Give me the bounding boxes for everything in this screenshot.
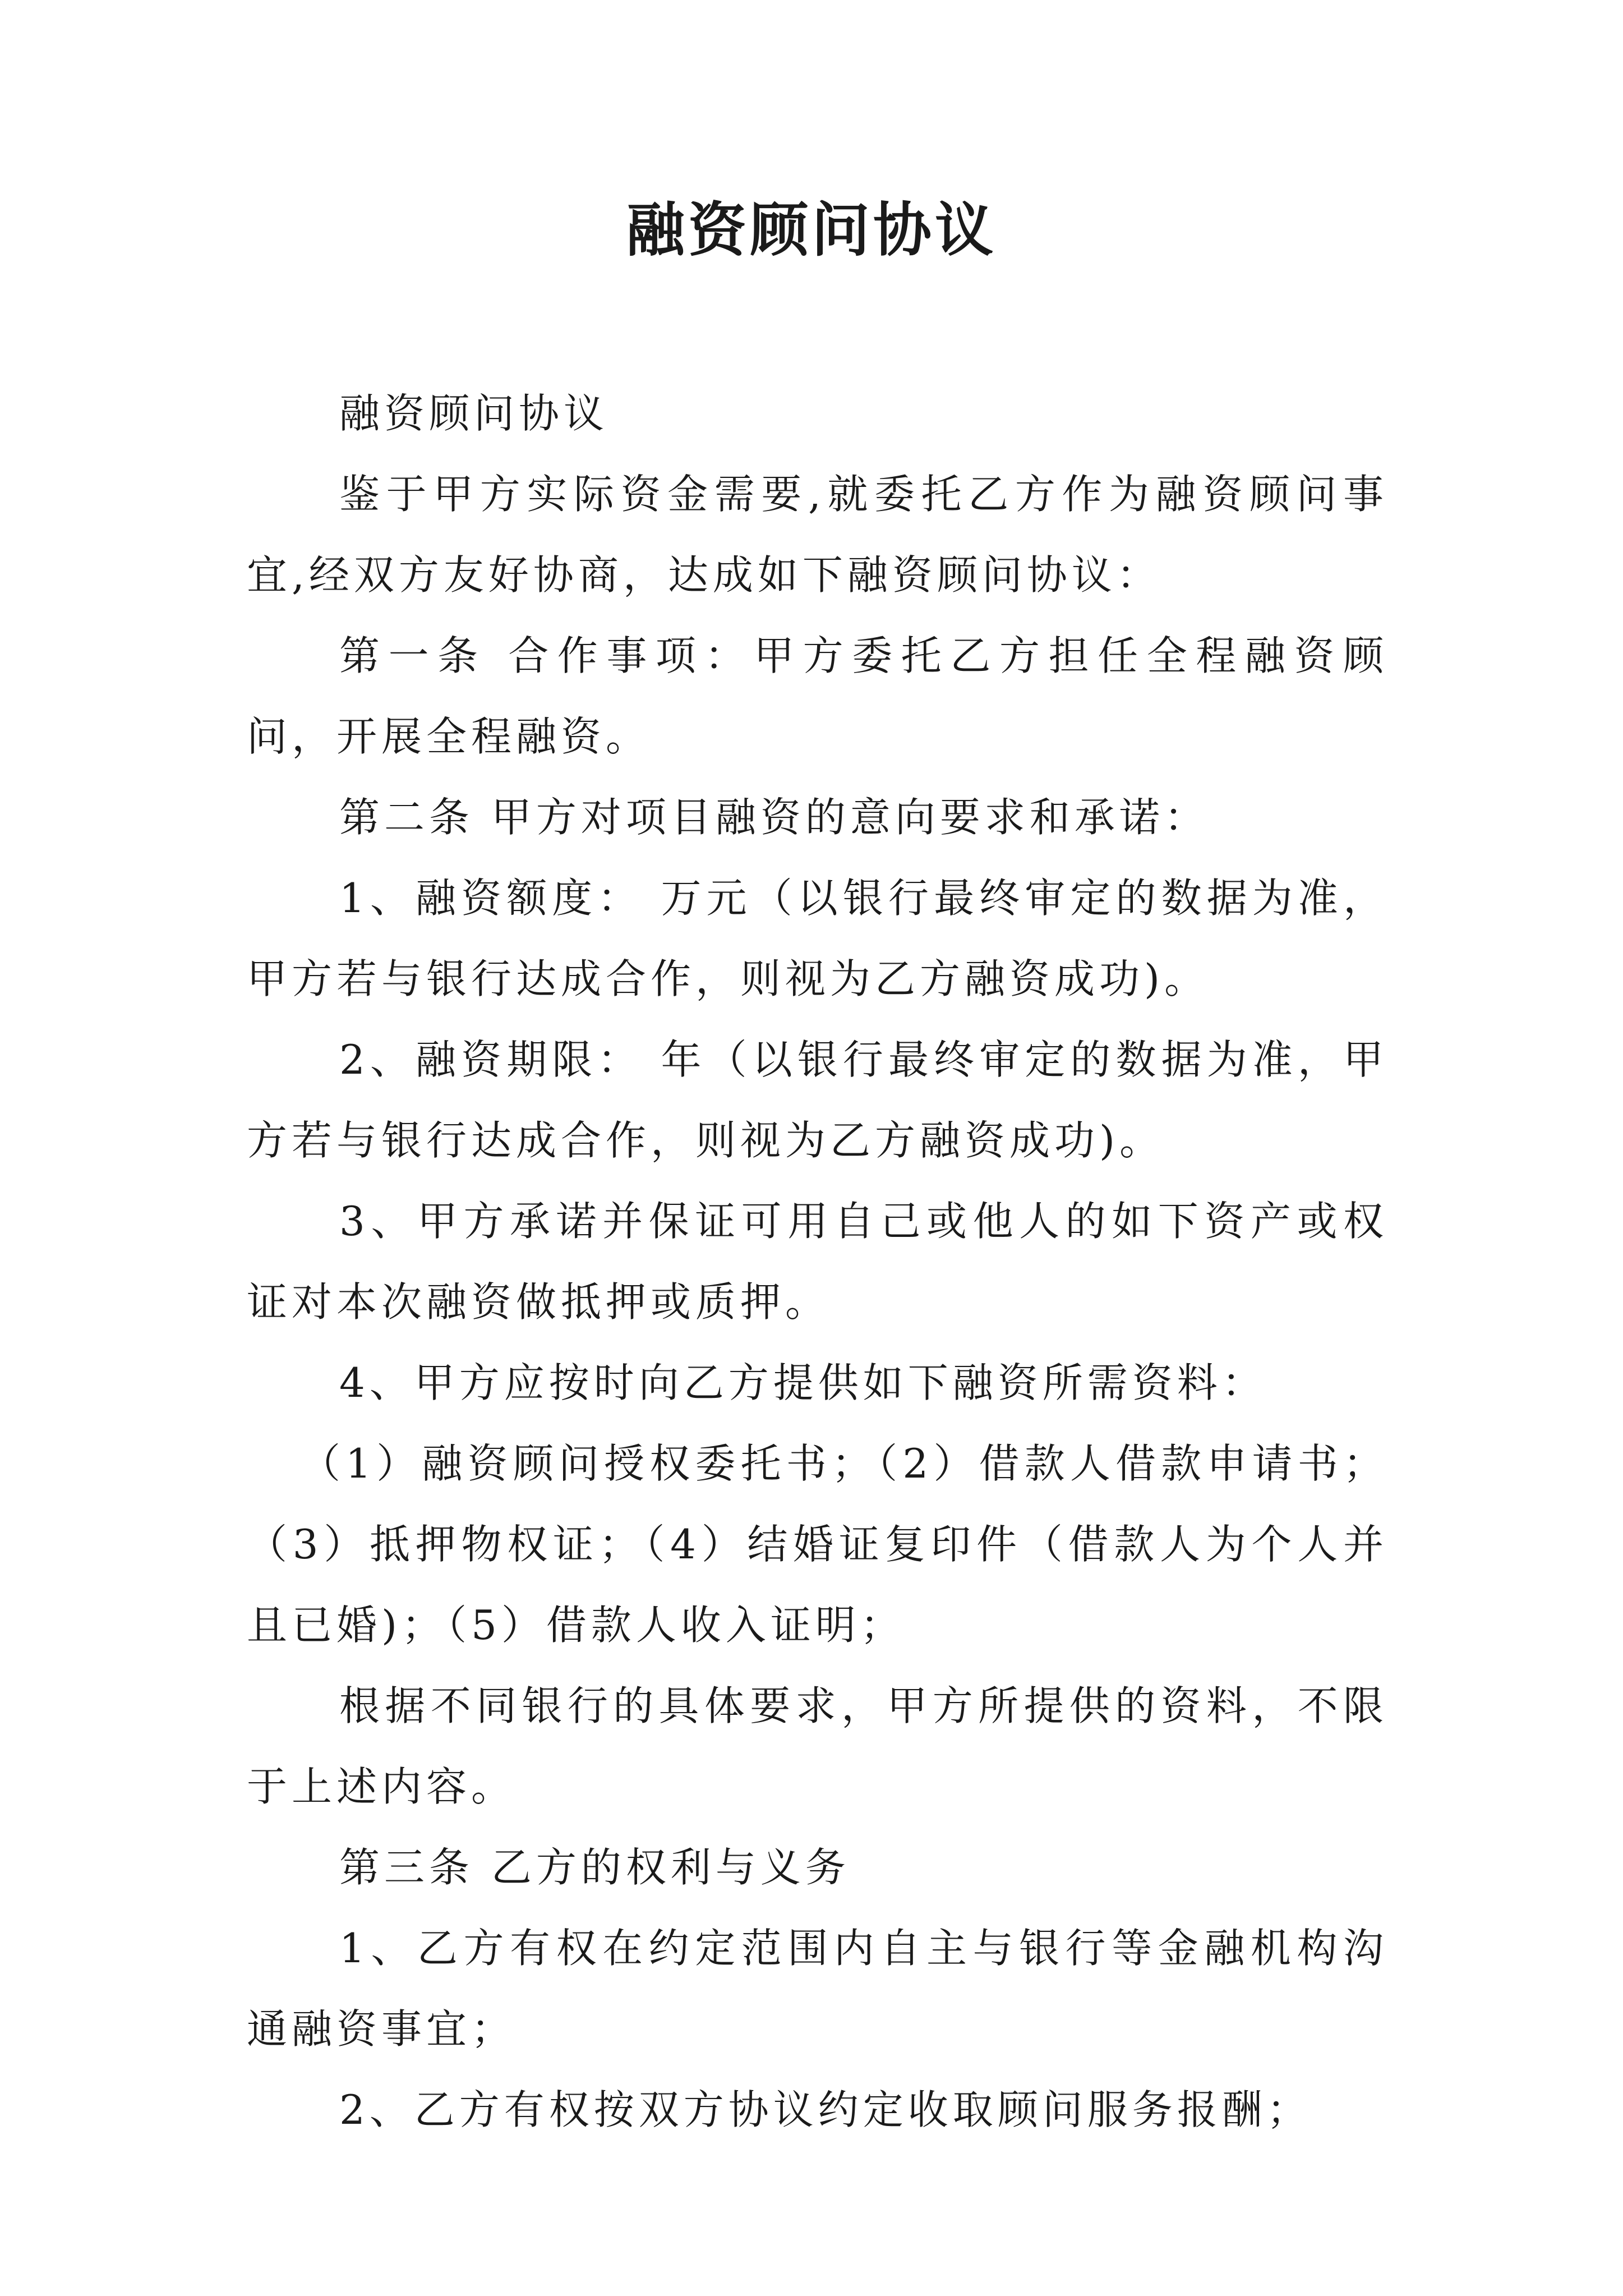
paragraph-article-3-item-1: 1、乙方有权在约定范围内自主与银行等金融机构沟通融资事宜；: [247, 1925, 1388, 2053]
paragraph-article-2: 第二条 甲方对项目融资的意向要求和承诺：: [339, 794, 1209, 841]
paragraph-materials-note: 根据不同银行的具体要求，甲方所提供的资料，不限于上述内容。: [247, 1682, 1388, 1810]
paragraph-article-2-item-4: 4、甲方应按时向乙方提供如下融资所需资料：: [339, 1359, 1267, 1406]
document-title: 融资顾问协议: [626, 195, 997, 264]
paragraph-heading: 融资顾问协议: [339, 390, 609, 437]
paragraph-article-2-item-3: 3、甲方承诺并保证可用自己或他人的如下资产或权证对本次融资做抵押或质押。: [247, 1198, 1388, 1326]
paragraph-article-3: 第三条 乙方的权利与义务: [339, 1844, 850, 1891]
paragraph-article-1: 第一条 合作事项：甲方委托乙方担任全程融资顾问，开展全程融资。: [247, 632, 1388, 760]
paragraph-article-2-item-1: 1、融资额度： 万元（以银行最终审定的数据为准，甲方若与银行达成合作，则视为乙方融资成功)。: [247, 875, 1388, 1002]
paragraph-article-2-item-2: 2、融资期限： 年（以银行最终审定的数据为准，甲方若与银行达成合作，则视为乙方融资成功)。: [247, 1036, 1388, 1164]
paragraph-preamble: 鉴于甲方实际资金需要,就委托乙方作为融资顾问事宜,经双方友好协商，达成如下融资顾问协议：: [247, 471, 1388, 599]
paragraph-materials-list: （1）融资顾问授权委托书；（2）借款人借款申请书；（3）抵押物权证；（4）结婚证复印件（借款人为个人并且已婚)；（5）借款人收入证明；: [247, 1440, 1388, 1649]
paragraph-article-3-item-2: 2、乙方有权按双方协议约定收取顾问服务报酬；: [339, 2086, 1312, 2133]
document-body: [247, 373, 1388, 2150]
